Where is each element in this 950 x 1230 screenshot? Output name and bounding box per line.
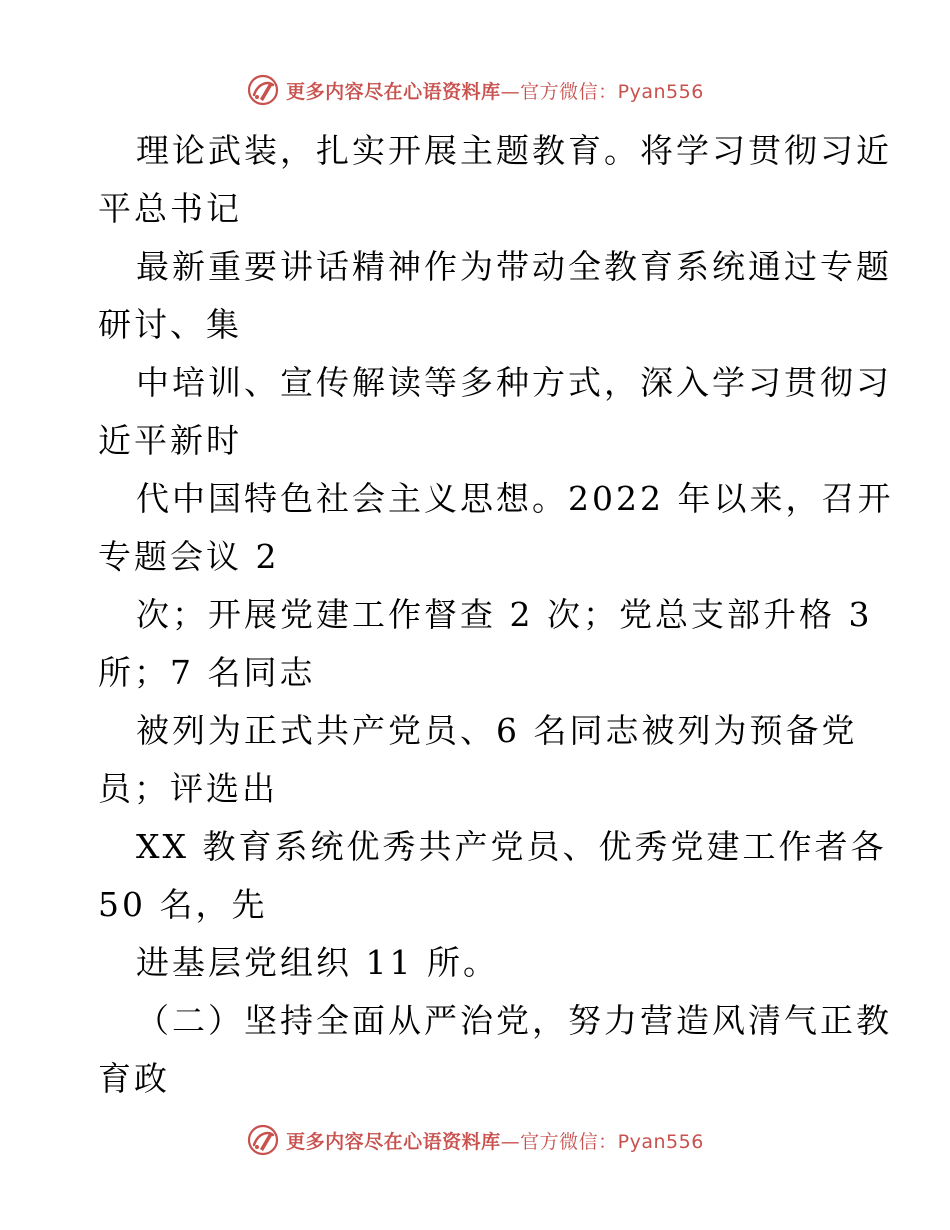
text-line: XX 教育系统优秀共产党员、优秀党建工作者各 xyxy=(136,827,887,866)
brand-logo-icon xyxy=(246,1123,280,1157)
watermark-text xyxy=(286,77,704,104)
text-line: （二）坚持全面从严治党，努力营造风清气正教 xyxy=(136,1001,892,1040)
text-line: 理论武装，扎实开展主题教育。将学习贯彻习近 xyxy=(136,131,892,170)
text-line: 专题会议 2 xyxy=(98,537,280,576)
header-watermark-banner xyxy=(0,70,950,110)
text-line: 员；评选出 xyxy=(98,769,278,808)
separator: — xyxy=(500,1130,521,1153)
document-body xyxy=(98,122,894,1108)
footer-watermark-banner xyxy=(0,1120,950,1160)
text-line: 最新重要讲话精神作为带动全教育系统通过专题 xyxy=(136,247,892,286)
text-line: 次；开展党建工作督查 2 次；党总支部升格 3 xyxy=(136,595,873,634)
text-line: 平总书记 xyxy=(98,189,242,228)
text-line: 所；7 名同志 xyxy=(98,653,316,692)
brand-logo-icon xyxy=(246,73,280,107)
text-line: 50 名，先 xyxy=(98,885,268,924)
brand-text: 更多内容尽在心语资料库 xyxy=(286,1130,501,1153)
text-line: 进基层党组织 11 所。 xyxy=(136,943,499,982)
text-line: 育政 xyxy=(98,1059,170,1098)
text-line: 研讨、集 xyxy=(98,305,242,344)
text-line: 近平新时 xyxy=(98,421,242,460)
text-line: 中培训、宣传解读等多种方式，深入学习贯彻习 xyxy=(136,363,892,402)
watermark-text xyxy=(286,1127,704,1154)
text-line: 被列为正式共产党员、6 名同志被列为预备党 xyxy=(136,711,858,750)
brand-text: 更多内容尽在心语资料库 xyxy=(286,80,501,103)
text-line: 代中国特色社会主义思想。2022 年以来，召开 xyxy=(136,479,894,518)
separator: — xyxy=(500,80,521,103)
wechat-text: 官方微信：Pyan556 xyxy=(520,1130,704,1153)
wechat-text: 官方微信：Pyan556 xyxy=(520,80,704,103)
